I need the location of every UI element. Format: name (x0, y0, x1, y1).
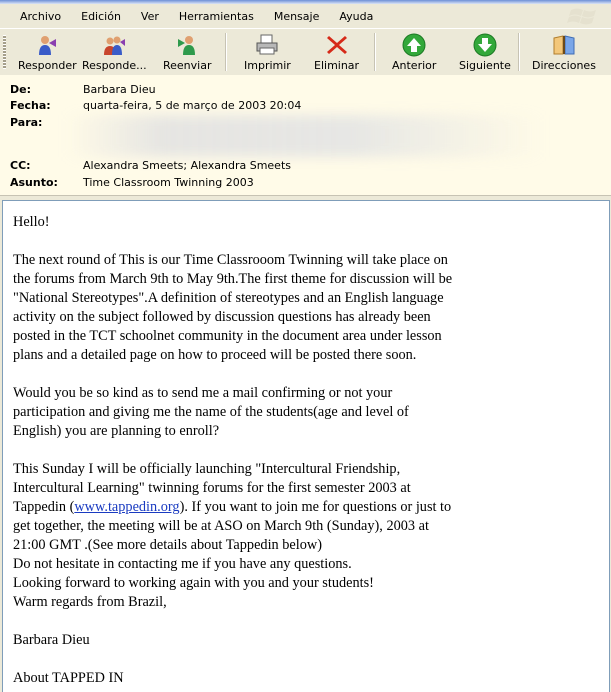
previous-label: Anterior (392, 59, 437, 72)
reply-button[interactable] (18, 32, 77, 72)
print-button[interactable] (244, 32, 291, 72)
reply-all-label: Responde... (82, 59, 147, 72)
date-label: Fecha: (10, 99, 51, 112)
menu-edicion[interactable]: Edición (81, 10, 121, 23)
delete-icon (325, 33, 349, 57)
next-button[interactable] (459, 32, 511, 72)
link-suffix: ). If you want to join me for questions or just to (179, 499, 452, 515)
toolbar (0, 28, 611, 76)
paragraph-1 (13, 251, 488, 365)
next-label: Siguiente (459, 59, 511, 72)
reply-icon (35, 33, 59, 57)
body-line: plans and a detailed page on how to proceed will be posted there soon. (13, 347, 417, 363)
address-book-icon (552, 33, 576, 57)
from-value[interactable]: Barbara Dieu (83, 83, 156, 96)
menu-ayuda[interactable]: Ayuda (339, 10, 374, 23)
body-line: activity on the subject followed by discussion questions has already been (13, 309, 431, 325)
arrow-up-icon (402, 33, 426, 57)
from-label: De: (10, 83, 31, 96)
paragraph-3 (13, 460, 488, 612)
menu-items (6, 9, 381, 25)
signature: Barbara Dieu (13, 632, 90, 648)
message-headers (0, 75, 611, 195)
tappedin-link[interactable]: www.tappedin.org (74, 499, 180, 515)
addresses-button[interactable] (532, 32, 596, 72)
forward-button[interactable] (163, 32, 212, 72)
greeting: Hello! (13, 214, 50, 230)
print-label: Imprimir (244, 59, 291, 72)
link-prefix: Tappedin ( (13, 499, 75, 515)
toolbar-separator (518, 33, 520, 71)
subject-value: Time Classroom Twinning 2003 (83, 176, 254, 189)
delete-button[interactable] (314, 32, 359, 72)
cc-label: CC: (10, 159, 31, 172)
message-body (13, 213, 488, 692)
forward-label: Reenviar (163, 59, 212, 72)
reply-label: Responder (18, 59, 77, 72)
body-line: Intercultural Learning" twinning forums for the first semester 2003 at (13, 480, 411, 496)
menu-ver[interactable]: Ver (140, 10, 159, 23)
body-line: Do not hesitate in contacting me if you have any questions. (13, 556, 352, 572)
toolbar-grip[interactable] (3, 35, 6, 69)
printer-icon (255, 33, 279, 57)
body-line: English) you are planning to enroll? (13, 423, 220, 439)
reply-all-button[interactable] (82, 32, 147, 72)
menu-archivo[interactable]: Archivo (20, 10, 62, 23)
body-line: Would you be so kind as to send me a mail confirming or not your (13, 385, 393, 401)
body-line: "National Stereotypes".A definition of stereotypes and an English language (13, 290, 444, 306)
toolbar-separator (374, 33, 376, 71)
body-line: Looking forward to working again with you and your students! (13, 575, 374, 591)
body-line: 21:00 GMT .(See more details about Tappedin below) (13, 537, 322, 553)
delete-label: Eliminar (314, 59, 360, 72)
body-line: This Sunday I will be officially launching "Intercultural Friendship, (13, 461, 401, 477)
toolbar-separator (225, 33, 227, 71)
windows-logo-icon (565, 6, 605, 26)
forward-icon (175, 33, 199, 57)
body-line: posted in the TCT schoolnet community in the document area under lesson (13, 328, 442, 344)
menu-bar (0, 0, 611, 28)
paragraph-2 (13, 384, 488, 441)
message-body-pane[interactable] (2, 200, 610, 692)
addresses-label: Direcciones (532, 59, 596, 72)
redacted-recipients (65, 115, 545, 157)
previous-button[interactable] (392, 32, 436, 72)
to-label: Para: (10, 116, 43, 129)
subject-label: Asunto: (10, 176, 58, 189)
cc-value[interactable]: Alexandra Smeets; Alexandra Smeets (83, 159, 291, 172)
body-line: participation and giving me the name of the students(age and level of (13, 404, 409, 420)
arrow-down-icon (473, 33, 497, 57)
reply-all-icon (102, 33, 126, 57)
body-line: the forums from March 9th to May 9th.The first theme for discussion will be (13, 271, 453, 287)
about-heading: About TAPPED IN (13, 670, 124, 686)
body-line-with-link (13, 498, 488, 517)
date-value: quarta-feira, 5 de março de 2003 20:04 (83, 99, 302, 112)
body-line: Warm regards from Brazil, (13, 594, 167, 610)
menu-mensaje[interactable]: Mensaje (273, 10, 320, 23)
body-line: get together, the meeting will be at ASO on March 9th (Sunday), 2003 at (13, 518, 429, 534)
body-line: The next round of This is our Time Classrooom Twinning will take place on (13, 252, 448, 268)
menu-herramientas[interactable]: Herramientas (178, 10, 254, 23)
window-top-edge (0, 0, 611, 4)
